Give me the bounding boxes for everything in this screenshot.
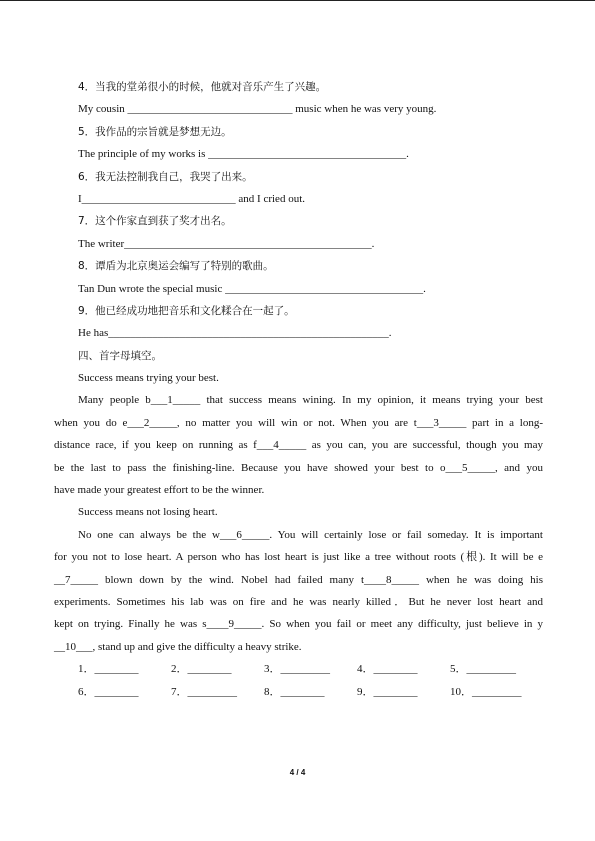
prompt-8-chinese: 8．谭盾为北京奥运会编写了特别的歌曲。 <box>78 260 274 273</box>
answer-blank[interactable]: 9．________ <box>357 685 418 698</box>
prompt-5-english: The principle of my works is ____________________________________. <box>78 148 409 161</box>
passage2-line: No one can always be the w___6_____. You will certainly lose or fail someday. It is important <box>78 528 543 541</box>
answer-blank[interactable]: 2．________ <box>171 663 232 676</box>
answer-blank[interactable]: 6．________ <box>78 685 139 698</box>
passage2-line: experiments. Sometimes his lab was on fire and he was nearly killed．But he never lost heart and <box>54 595 543 608</box>
top-border-line <box>0 0 595 1</box>
prompt-9-english: He has___________________________________________________. <box>78 327 392 340</box>
answer-blank[interactable]: 5．_________ <box>450 663 516 676</box>
worksheet-content <box>54 76 543 703</box>
answer-row-2 <box>54 681 543 703</box>
prompt-6-chinese: 6．我无法控制我自己，我哭了出来。 <box>78 170 253 183</box>
passage2-title: Success means not losing heart. <box>78 506 218 519</box>
prompt-6-english: I____________________________ and I cried out. <box>78 192 305 205</box>
answer-blank[interactable]: 7．_________ <box>171 685 237 698</box>
passage1-line: Many people b___1_____ that success means wining. In my opinion, it means trying your best <box>78 394 543 407</box>
passage2-line: for you not to lose heart. A person who has lost heart is just like a tree without roots (根). It will be e <box>54 551 543 564</box>
section-heading: 四、首字母填空。 <box>78 349 162 362</box>
passage1-line: have made your greatest effort to be the winner. <box>54 484 265 497</box>
answer-blank[interactable]: 8．________ <box>264 685 325 698</box>
passage1-line: distance race, if you keep on running as f___4_____ as you can, you are successful, though you may <box>54 439 543 452</box>
prompt-7-english: The writer_____________________________________________. <box>78 237 375 250</box>
passage2-line: __10___, stand up and give the difficulty a heavy strike. <box>54 640 302 653</box>
answer-blank[interactable]: 1．________ <box>78 663 139 676</box>
answer-blank[interactable]: 10．_________ <box>450 685 522 698</box>
answer-row-1 <box>54 658 543 680</box>
prompt-4-english: My cousin ______________________________ music when he was very young. <box>78 103 437 116</box>
prompt-8-english: Tan Dun wrote the special music ____________________________________. <box>78 282 426 295</box>
answer-blank[interactable]: 4．________ <box>357 663 418 676</box>
passage1-line: when you do e___2_____, no matter you will win or not. When you are t___3_____ part in a long- <box>54 416 543 429</box>
prompt-5-chinese: 5．我作品的宗旨就是梦想无边。 <box>78 125 232 138</box>
page-number: 4 / 4 <box>289 768 306 777</box>
passage2-line: __7_____ blown down by the wind. Nobel had failed many t____8_____ when he was doing his <box>54 573 543 586</box>
prompt-7-chinese: 7．这个作家直到获了奖才出名。 <box>78 215 232 228</box>
prompt-9-chinese: 9．他已经成功地把音乐和文化糅合在一起了。 <box>78 304 295 317</box>
passage2-line: kept on trying. Finally he was s____9_____. So when you fail or meet any difficulty, just believe in y <box>54 618 543 631</box>
prompt-4-chinese: 4．当我的堂弟很小的时候，他就对音乐产生了兴趣。 <box>78 81 327 93</box>
passage1-line: be the last to pass the finishing-line. Because you have showed your best to o___5_____, and you <box>54 461 543 474</box>
answer-blank[interactable]: 3．_________ <box>264 663 330 676</box>
passage1-title: Success means trying your best. <box>78 372 219 385</box>
